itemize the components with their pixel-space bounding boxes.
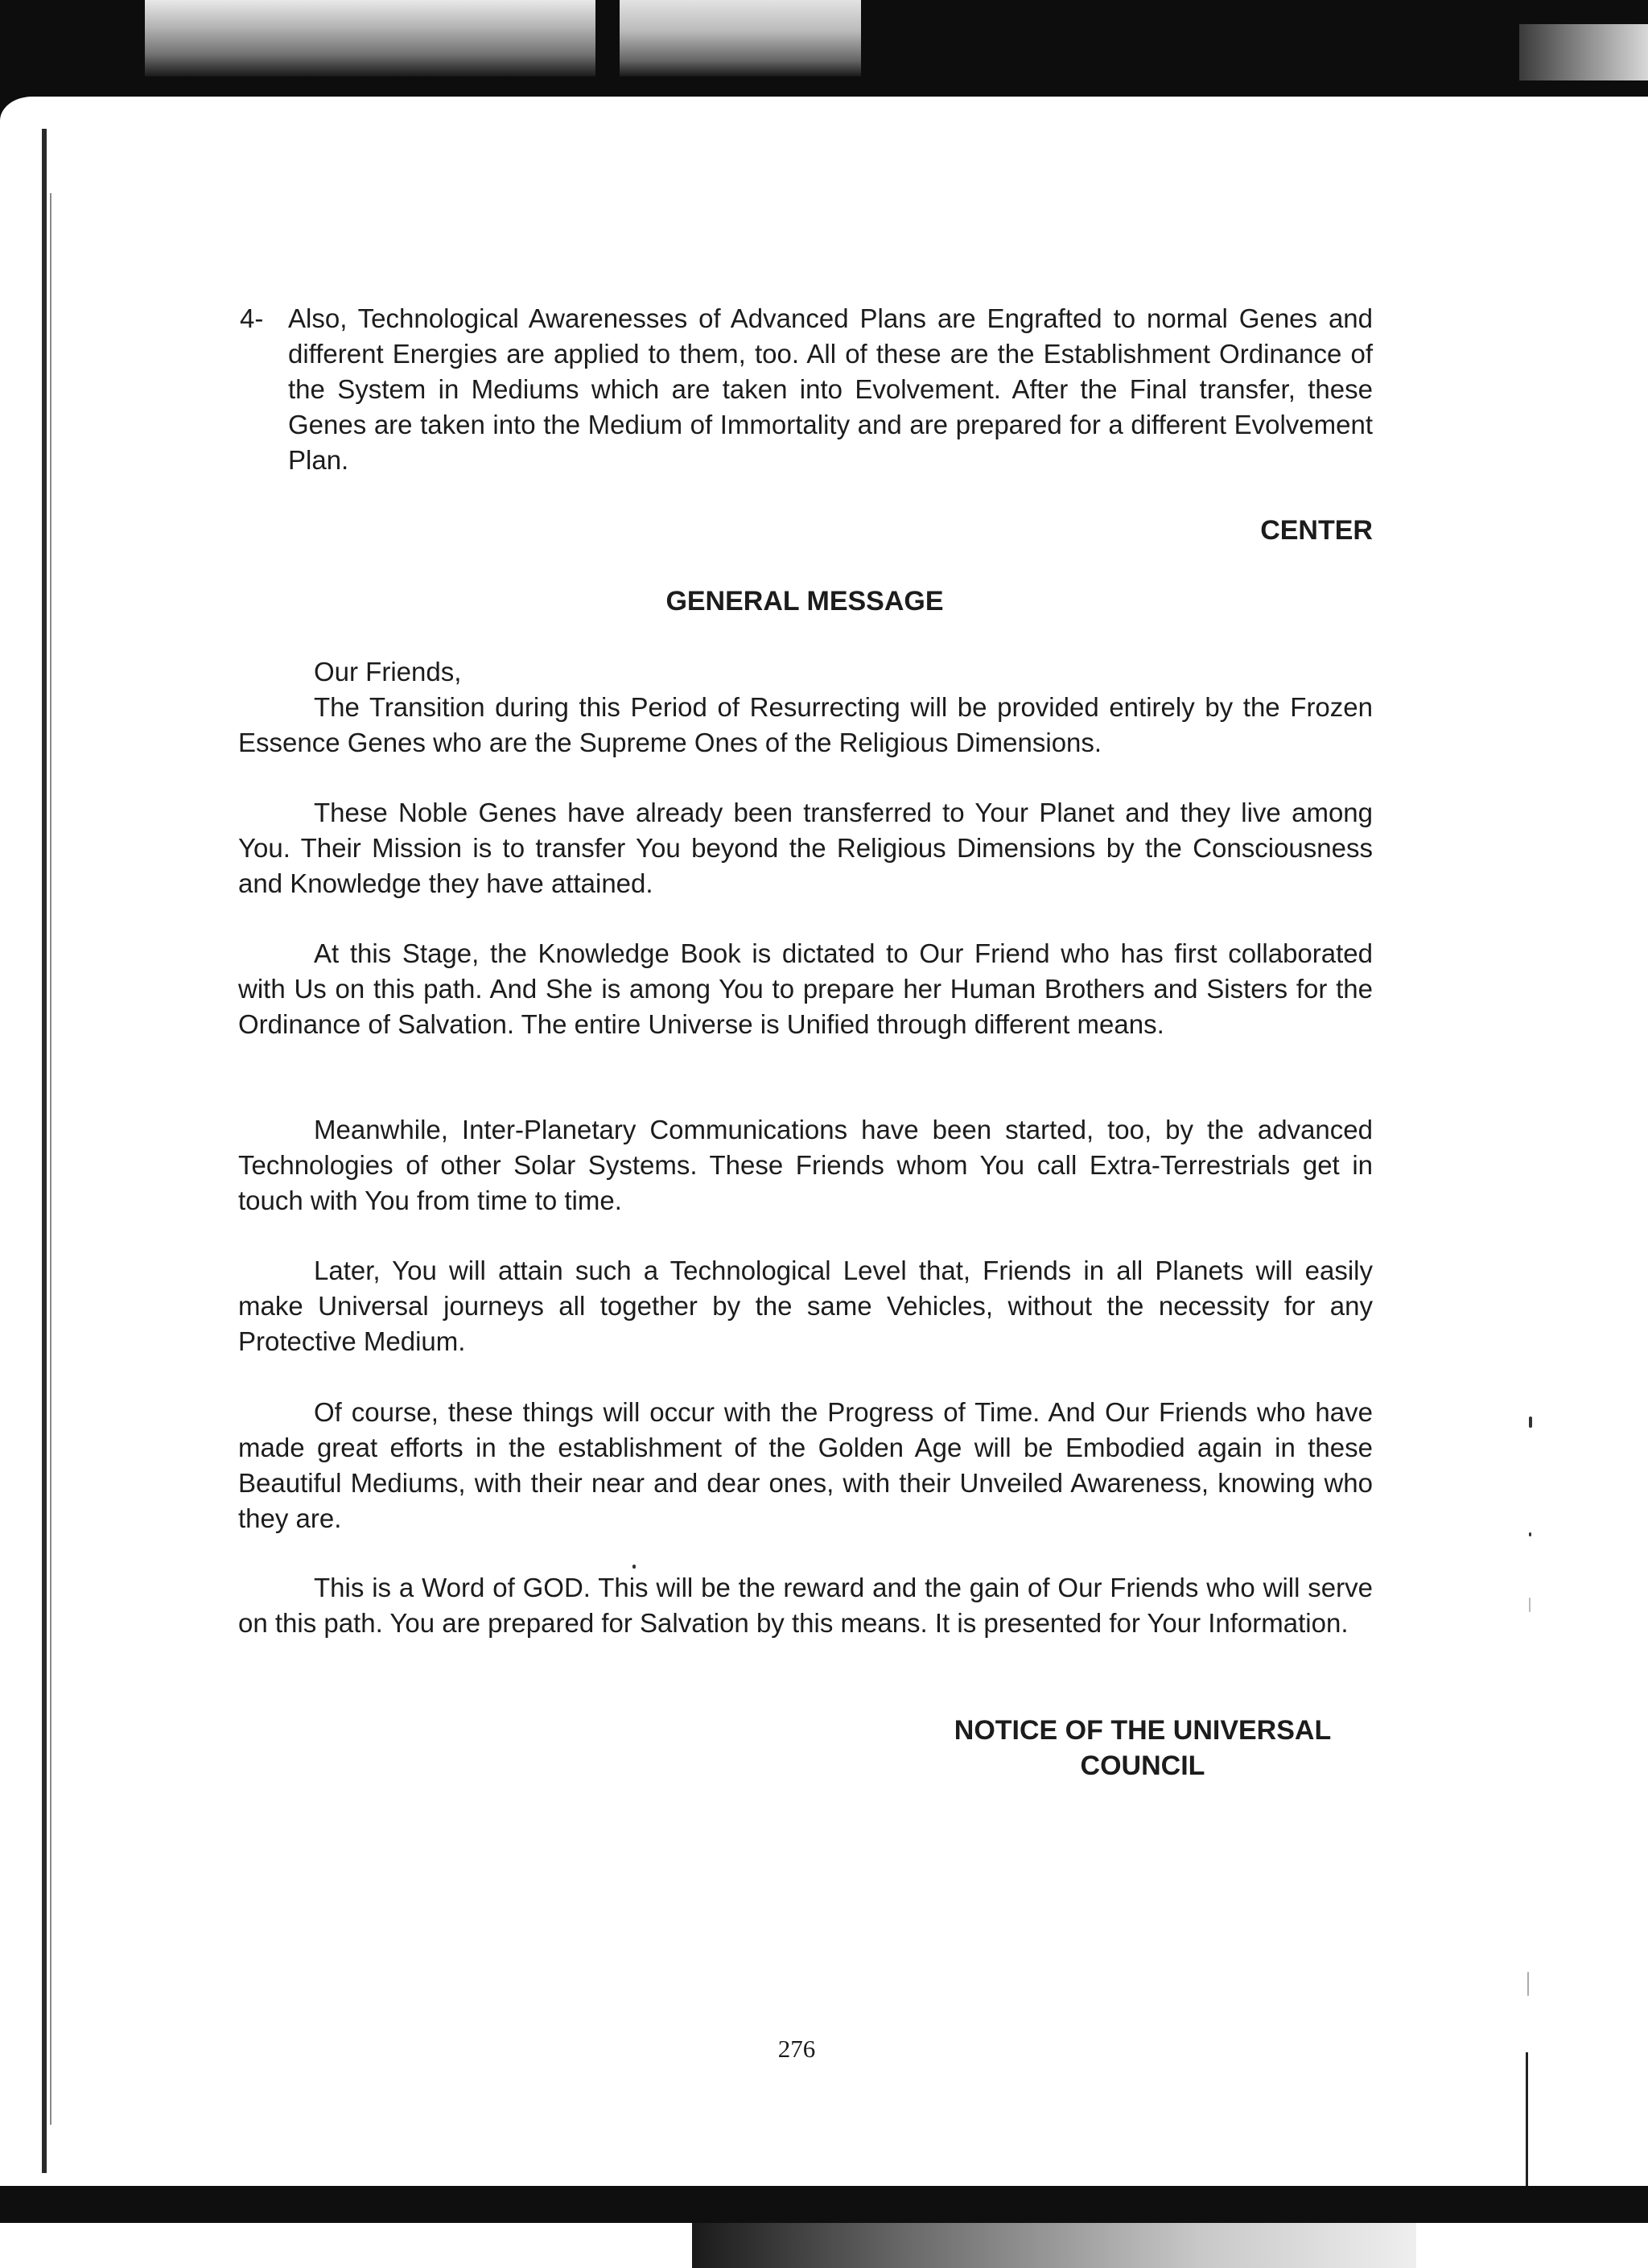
paragraph: The Transition during this Period of Resurrecting will be provided entirely by the Frozen Essence Genes who are the Supreme Ones of the Religious Dimensions. <box>238 692 1373 757</box>
scan-glare <box>1519 24 1648 80</box>
item-text: Also, Technological Awarenesses of Advanced Plans are Engrafted to normal Genes and different Energies are applied to them, too. All of these are the Establishment Ordinance of the System in Mediums which are taken into Evolvement. After the Final transfer, these Genes are taken into the Medium of Immortality and are prepared for a different Evolvement Plan. <box>288 303 1373 475</box>
center-label: CENTER <box>1260 515 1373 546</box>
page-top-edge <box>0 97 1648 133</box>
scan-glare <box>692 2223 1416 2268</box>
signature <box>950 1713 1336 1783</box>
paragraph: At this Stage, the Knowledge Book is dictated to Our Friend who has first collaborated with Us on this path. And She is among You to prepare her Human Brothers and Sisters for the Ordinance of Salvation. The entire Universe is Unified through different means. <box>238 938 1373 1039</box>
page-number: 276 <box>777 2035 816 2063</box>
paragraph: This is a Word of GOD. This will be the reward and the gain of Our Friends who will serve on this path. You are prepared for Salvation by this means. It is presented for Your Information. <box>238 1573 1373 1638</box>
scan-bottom-margin <box>1416 2223 1648 2268</box>
scan-bottom-margin <box>0 2223 692 2268</box>
section-title: GENERAL MESSAGE <box>665 586 944 616</box>
scan-speck <box>632 1565 636 1569</box>
page-left-edge <box>42 129 47 2173</box>
paragraph: Of course, these things will occur with the Progress of Time. And Our Friends who have made great efforts in the establishment of the Golden Age will be Embodied again in these Beautiful Mediums, with their near and dear ones, with their Unveiled Awareness, knowing who they are. <box>238 1397 1373 1533</box>
scan-glare <box>145 0 595 76</box>
scan-speck <box>1529 1598 1531 1612</box>
paragraph: Later, You will attain such a Technological Level that, Friends in all Planets will easily make Universal journeys all together by the same Vehicles, without the necessity for any Protective Medium. <box>238 1256 1373 1356</box>
paragraph: These Noble Genes have already been transferred to Your Planet and they live among You. Their Mission is to transfer You beyond the Religious Dimensions by the Consciousness and Knowledge they have attained. <box>238 798 1373 898</box>
scan-speck <box>1527 1972 1529 1996</box>
greeting: Our Friends, <box>314 657 462 687</box>
page-left-edge <box>50 193 52 2125</box>
signature-line: COUNCIL <box>1080 1750 1205 1781</box>
scan-speck <box>1529 1532 1531 1536</box>
scan-speck <box>1529 1416 1532 1428</box>
page-right-edge <box>1526 2052 1528 2197</box>
signature-line: NOTICE OF THE UNIVERSAL <box>954 1715 1332 1746</box>
scan-glare <box>620 0 861 76</box>
item-number: 4- <box>240 303 264 333</box>
paragraph: Meanwhile, Inter-Planetary Communications have been started, too, by the advanced Technologies of other Solar Systems. These Friends whom You call Extra-Terrestrials get in touch with You from time to time. <box>238 1115 1373 1215</box>
